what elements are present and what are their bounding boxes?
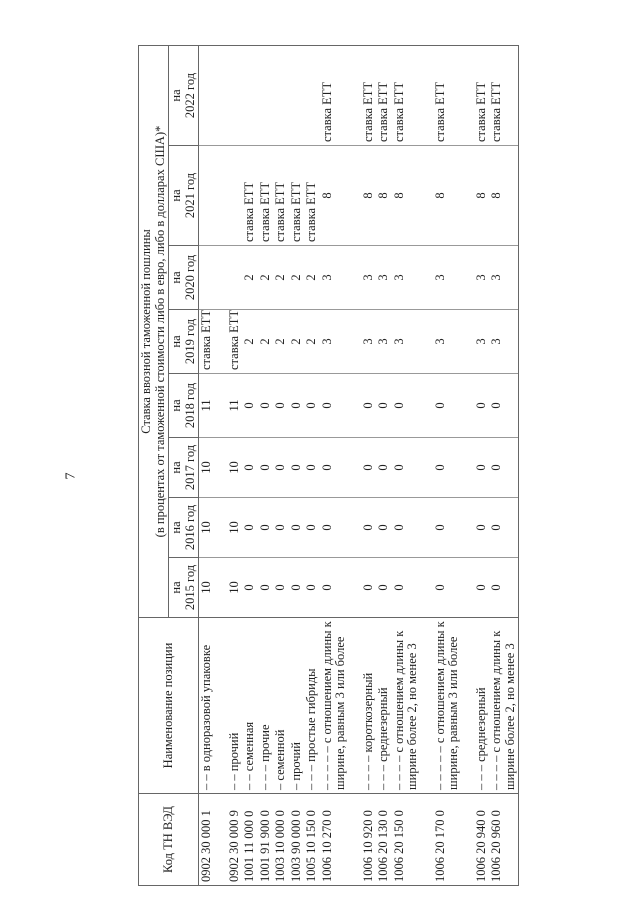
cell-rate: 0 (433, 438, 462, 498)
header-year-label: 2019 год (182, 318, 197, 365)
cell-rate: 2 (304, 246, 320, 310)
cell-rate: 3 (320, 310, 349, 374)
cell-rate: 0 (273, 558, 289, 618)
header-year-label: 2015 год (182, 564, 197, 611)
cell-rate: 0 (273, 498, 289, 558)
cell-code: 1001 11 000 0 (242, 794, 258, 886)
cell-rate (199, 246, 215, 310)
cell-rate: 0 (304, 498, 320, 558)
cell-name: – – – – короткозерный (361, 618, 377, 794)
cell-rate: 0 (304, 374, 320, 438)
cell-rate: 0 (258, 374, 274, 438)
cell-code: 1006 20 170 0 (433, 794, 462, 886)
cell-rate: 10 (227, 438, 243, 498)
cell-rate: 0 (376, 498, 392, 558)
cell-name: – – – среднезерный (474, 618, 490, 794)
cell-rate: 2 (242, 246, 258, 310)
cell-code: 0902 30 000 9 (227, 794, 243, 886)
cell-rate: 2 (289, 246, 305, 310)
cell-name: – – – – – с отношением длины к ширине, равным 3 или более (433, 618, 462, 794)
cell-rate: 0 (289, 438, 305, 498)
header-year-prefix: на (169, 189, 183, 202)
cell-code: 0902 30 000 1 (199, 794, 215, 886)
cell-rate (199, 146, 215, 246)
cell-rate: ставка ЕТТ (489, 45, 519, 145)
cell-rate (273, 45, 289, 145)
row-spacer (462, 45, 474, 885)
cell-rate: 11 (227, 374, 243, 438)
header-year (169, 438, 199, 498)
header-year-label: 2018 год (182, 382, 197, 429)
cell-rate: 2 (258, 310, 274, 374)
header-year-prefix: на (169, 461, 183, 474)
cell-rate: 0 (289, 498, 305, 558)
header-year-prefix: на (169, 521, 183, 534)
cell-rate: 0 (474, 558, 490, 618)
table-row (304, 45, 320, 885)
cell-name: – семенной (273, 618, 289, 794)
cell-rate: 0 (242, 438, 258, 498)
page-number: 7 (63, 472, 79, 480)
cell-rate: 0 (392, 374, 421, 438)
row-spacer (421, 45, 433, 885)
cell-rate: 0 (392, 558, 421, 618)
cell-rate: 0 (361, 438, 377, 498)
table-row (273, 45, 289, 885)
cell-rate: ставка ЕТТ (258, 146, 274, 246)
cell-code: 1006 20 130 0 (376, 794, 392, 886)
cell-rate: 0 (376, 438, 392, 498)
cell-rate: 3 (474, 246, 490, 310)
header-year-prefix: на (169, 581, 183, 594)
cell-rate (227, 45, 243, 145)
customs-rates-table (138, 45, 519, 886)
cell-rate: 3 (489, 246, 519, 310)
cell-rate: 3 (376, 310, 392, 374)
cell-name: – – – – – с отношением длины к ширине, равным 3 или более (320, 618, 349, 794)
cell-rate: 0 (289, 374, 305, 438)
cell-rate: 3 (433, 310, 462, 374)
cell-rate: ставка ЕТТ (304, 146, 320, 246)
cell-rate: 2 (242, 310, 258, 374)
table-row (433, 45, 462, 885)
header-year-prefix: на (169, 399, 183, 412)
cell-rate (304, 45, 320, 145)
cell-code: 1006 10 920 0 (361, 794, 377, 886)
cell-rate: 0 (474, 498, 490, 558)
cell-rate (242, 45, 258, 145)
cell-rate: 0 (258, 438, 274, 498)
header-name: Наименование позиции (139, 618, 199, 794)
cell-rate: 3 (376, 246, 392, 310)
header-year (169, 146, 199, 246)
cell-rate: 0 (258, 558, 274, 618)
cell-rate: 0 (320, 498, 349, 558)
cell-rate: 0 (320, 374, 349, 438)
cell-rate: 0 (289, 558, 305, 618)
cell-rate (227, 246, 243, 310)
cell-rate: 0 (258, 498, 274, 558)
header-year (169, 558, 199, 618)
cell-rate (289, 45, 305, 145)
cell-rate: 8 (392, 146, 421, 246)
cell-rate: 2 (258, 246, 274, 310)
cell-rate: 8 (489, 146, 519, 246)
cell-rate: 2 (273, 310, 289, 374)
cell-rate (199, 45, 215, 145)
cell-rate: 0 (304, 438, 320, 498)
table-row (320, 45, 349, 885)
cell-rate: 3 (392, 310, 421, 374)
cell-rate: 0 (320, 558, 349, 618)
cell-rate: 0 (361, 558, 377, 618)
cell-rate: 10 (227, 558, 243, 618)
row-spacer (215, 45, 227, 885)
cell-name: – – – среднезерный (376, 618, 392, 794)
cell-rate: ставка ЕТТ (242, 146, 258, 246)
cell-rate: 0 (320, 438, 349, 498)
cell-name: – – – прочие (258, 618, 274, 794)
cell-rate: ставка ЕТТ (273, 146, 289, 246)
table-row (474, 45, 490, 885)
cell-rate: 10 (199, 558, 215, 618)
cell-rate: 0 (361, 374, 377, 438)
cell-code: 1001 91 900 0 (258, 794, 274, 886)
table-row (289, 45, 305, 885)
table-row (392, 45, 421, 885)
header-year-prefix: на (169, 89, 183, 102)
cell-rate: 8 (361, 146, 377, 246)
cell-rate: 11 (199, 374, 215, 438)
cell-rate: 8 (320, 146, 349, 246)
cell-rate: ставка ЕТТ (289, 146, 305, 246)
cell-rate: 10 (199, 438, 215, 498)
cell-rate: 0 (304, 558, 320, 618)
cell-rate: 0 (242, 374, 258, 438)
header-year (169, 45, 199, 145)
header-year-label: 2017 год (182, 444, 197, 491)
cell-rate: 0 (242, 498, 258, 558)
cell-rate: 0 (433, 374, 462, 438)
cell-code: 1003 10 000 0 (273, 794, 289, 886)
table-row (199, 45, 215, 885)
cell-code: 1006 10 270 0 (320, 794, 349, 886)
row-spacer (349, 45, 361, 885)
cell-rate: 0 (489, 438, 519, 498)
rotated-table-block (138, 46, 628, 886)
cell-rate: 0 (273, 374, 289, 438)
cell-rate: 8 (376, 146, 392, 246)
table-row (376, 45, 392, 885)
table-row (227, 45, 243, 885)
cell-rate: 0 (474, 438, 490, 498)
cell-rate: 0 (489, 558, 519, 618)
cell-code: 1006 20 960 0 (489, 794, 519, 886)
cell-name: – прочий (289, 618, 305, 794)
table-row (242, 45, 258, 885)
cell-rate: 0 (433, 498, 462, 558)
cell-code: 1006 20 940 0 (474, 794, 490, 886)
cell-rate: 0 (242, 558, 258, 618)
cell-rate: 10 (199, 498, 215, 558)
cell-name: – – – – с отношением длины к ширине более 2, но менее 3 (489, 618, 519, 794)
cell-rate: ставка ЕТТ (320, 45, 349, 145)
header-year-prefix: на (169, 335, 183, 348)
cell-rate: 2 (273, 246, 289, 310)
cell-rate: 3 (361, 246, 377, 310)
cell-rate: ставка ЕТТ (199, 310, 215, 374)
cell-rate: 0 (474, 374, 490, 438)
header-year-label: 2022 год (182, 72, 197, 119)
cell-rate: 2 (304, 310, 320, 374)
cell-rate: 0 (376, 374, 392, 438)
cell-rate (258, 45, 274, 145)
cell-rate: 10 (227, 498, 243, 558)
cell-rate: 3 (361, 310, 377, 374)
cell-name: – – прочий (227, 618, 243, 794)
cell-rate: 0 (489, 498, 519, 558)
cell-rate: ставка ЕТТ (227, 310, 243, 374)
header-year (169, 374, 199, 438)
cell-rate: 0 (433, 558, 462, 618)
header-year (169, 310, 199, 374)
cell-name: – – – – с отношением длины к ширине более 2, но менее 3 (392, 618, 421, 794)
cell-rate: 0 (273, 438, 289, 498)
cell-rate: 8 (474, 146, 490, 246)
header-year (169, 246, 199, 310)
cell-name: – – – простые гибриды (304, 618, 320, 794)
header-code: Код ТН ВЭД (139, 794, 199, 886)
cell-code: 1006 20 150 0 (392, 794, 421, 886)
table-row (258, 45, 274, 885)
cell-rate: 3 (433, 246, 462, 310)
cell-rate (227, 146, 243, 246)
cell-rate: 0 (361, 498, 377, 558)
cell-name: – – семенная (242, 618, 258, 794)
cell-rate: ставка ЕТТ (376, 45, 392, 145)
table-row (361, 45, 377, 885)
cell-rate: 0 (376, 558, 392, 618)
cell-rate: 3 (489, 310, 519, 374)
header-rate-group (139, 45, 169, 617)
header-rate-line1: Ставка ввозной таможенной пошлины (139, 229, 153, 434)
cell-rate: 0 (489, 374, 519, 438)
cell-code: 1003 90 000 0 (289, 794, 305, 886)
header-year-prefix: на (169, 271, 183, 284)
header-year-label: 2016 год (182, 504, 197, 551)
header-year-label: 2020 год (182, 254, 197, 301)
cell-rate: 3 (474, 310, 490, 374)
cell-rate: 2 (289, 310, 305, 374)
cell-rate: ставка ЕТТ (433, 45, 462, 145)
cell-rate: 0 (392, 438, 421, 498)
table-row (489, 45, 519, 885)
cell-code: 1005 10 150 0 (304, 794, 320, 886)
cell-rate: ставка ЕТТ (474, 45, 490, 145)
cell-rate: 3 (320, 246, 349, 310)
cell-rate: ставка ЕТТ (361, 45, 377, 145)
header-year-label: 2021 год (182, 172, 197, 219)
cell-name: – – в одноразовой упаковке (199, 618, 215, 794)
cell-rate: ставка ЕТТ (392, 45, 421, 145)
cell-rate: 0 (392, 498, 421, 558)
header-rate-line2: (в процентах от таможенной стоимости либо в евро, либо в долларах США)* (152, 125, 167, 538)
cell-rate: 3 (392, 246, 421, 310)
cell-rate: 8 (433, 146, 462, 246)
header-year (169, 498, 199, 558)
